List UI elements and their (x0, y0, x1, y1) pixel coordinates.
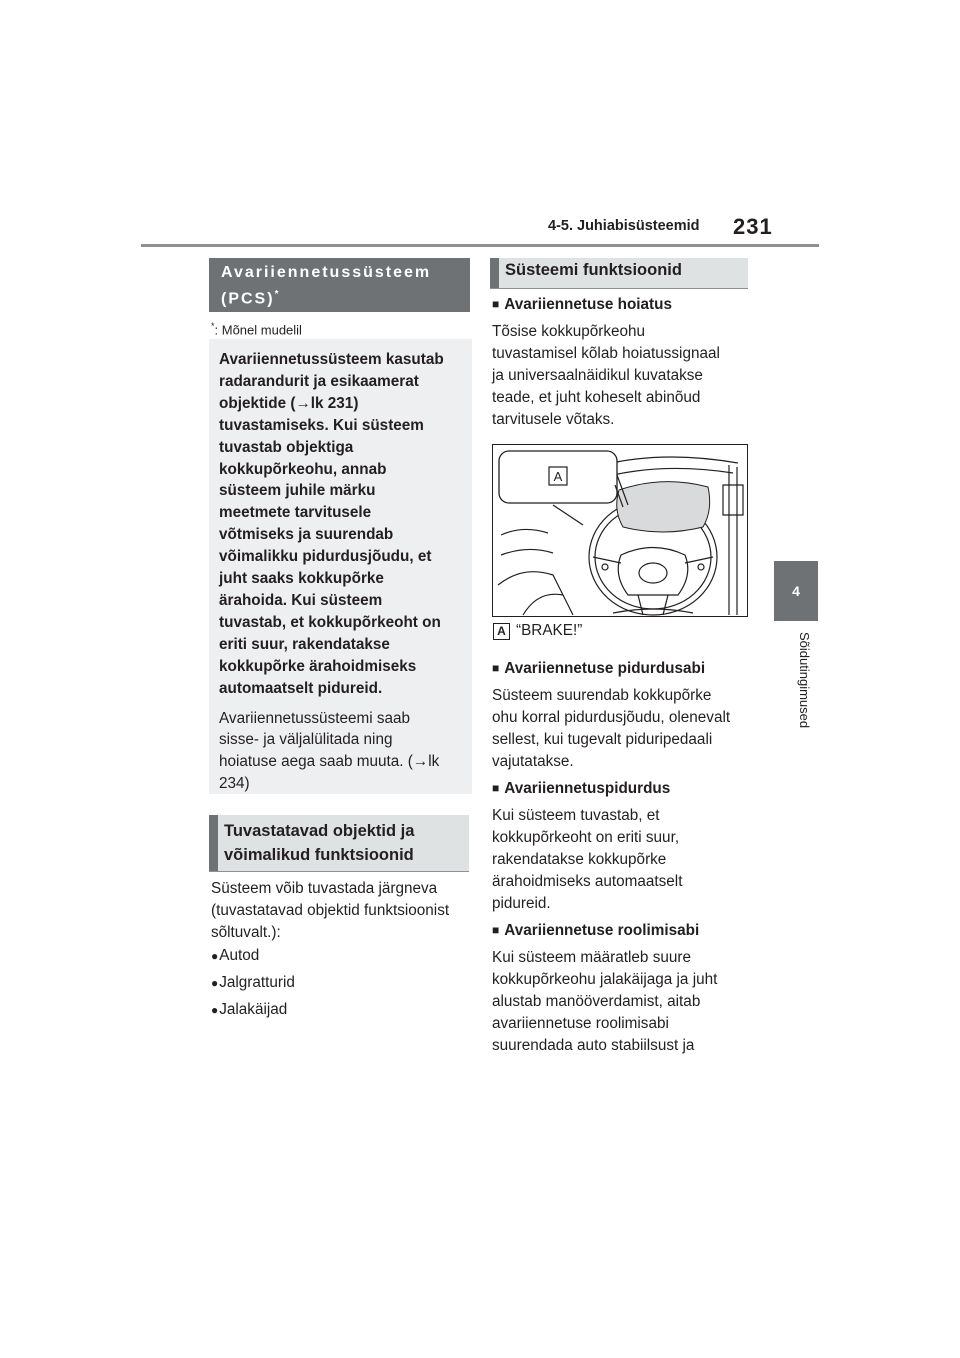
heading-rule (490, 288, 748, 289)
chapter-label: Sõidutingimused (797, 632, 812, 729)
para-line: tarvitusele võtaks. (492, 410, 615, 428)
summary-line: tuvastab objektiga (219, 438, 354, 456)
para-line: suurendada auto stabiilsust ja (492, 1036, 695, 1054)
summary-line: Avariiennetussüsteem kasutab (219, 351, 444, 368)
chapter-tab: 4 (774, 561, 818, 621)
summary-line: sisse- ja väljalülitada ning (219, 731, 393, 749)
summary-line: automaatselt pidureid. (219, 679, 383, 697)
figure-callout-label: A (553, 469, 563, 484)
summary-line: tuvastab, et kokkupõrkeoht on (219, 613, 441, 631)
heading-detectable-objects (209, 815, 469, 871)
subheading-text: Avariiennetuse pidurdusabi (504, 660, 706, 677)
summary-line: eriti suur, rakendatakse (219, 635, 390, 653)
subheading-text: Avariiennetuse roolimisabi (504, 922, 700, 939)
list-item (211, 974, 295, 992)
intro-line: Süsteem võib tuvastada järgneva (211, 880, 438, 897)
intro-line: (tuvastatavad objektid funktsioonist (211, 901, 450, 919)
heading-rule (209, 871, 469, 872)
para-line: tuvastamisel kõlab hoiatussignaal (492, 344, 720, 362)
page-number: 231 (733, 214, 773, 239)
para-line: Kui süsteem määratleb suure (492, 949, 691, 966)
summary-line: kokkupõrkeohu, annab (219, 460, 387, 478)
section-label: 4-5. Juhiabisüsteemid (548, 218, 700, 234)
summary-line: võimalikku pidurdusjõudu, et (219, 548, 432, 566)
subheading-text: Avariiennetuse hoiatus (504, 296, 672, 313)
summary-line: tuvastamiseks. Kui süsteem (219, 416, 424, 434)
braking-paragraph (492, 805, 682, 915)
steering-wheel-illustration (493, 445, 748, 617)
steering-assist-paragraph (492, 947, 717, 1057)
square-bullet-icon: ■ (492, 781, 500, 795)
subheading-warning (492, 296, 672, 314)
para-line: Süsteem suurendab kokkupõrke (492, 687, 712, 704)
list-item (211, 947, 259, 965)
intro-line: sõltuvalt.): (211, 923, 281, 941)
summary-line: radarandurit ja esikaamerat (219, 372, 419, 390)
summary-line: 234) (219, 775, 250, 793)
title-line-1: Avariiennetussüsteem (221, 264, 432, 281)
bullet-icon: ● (211, 1003, 219, 1017)
header-rule (141, 244, 819, 247)
subheading-text: Avariiennetuspidurdus (504, 780, 671, 797)
subheading-brake-assist (492, 660, 705, 678)
summary-line: juht saaks kokkupõrke (219, 570, 384, 588)
brake-assist-paragraph (492, 685, 730, 773)
bullet-icon: ● (211, 976, 219, 990)
list-item (211, 1001, 287, 1019)
para-line: rakendatakse kokkupõrke (492, 850, 667, 868)
summary-line: võtmiseks ja suurendab (219, 526, 394, 544)
summary-line: Avariiennetussüsteemi saab (219, 709, 411, 727)
heading-system-functions: Süsteemi funktsioonid (490, 258, 748, 288)
heading-line: võimalikud funktsioonid (224, 846, 414, 864)
square-bullet-icon: ■ (492, 661, 500, 675)
para-line: ärahoidmiseks automaatselt (492, 872, 683, 890)
list-item-label: Jalakäijad (219, 1001, 288, 1018)
summary-bold-text (219, 349, 462, 700)
para-line: avariiennetuse roolimisabi (492, 1014, 669, 1032)
para-line: sellest, kui tugevalt piduripedaali (492, 730, 713, 748)
list-item-label: Autod (219, 947, 260, 964)
para-line: alustab manööverdamist, aitab (492, 992, 701, 1010)
summary-line: kokkupõrke ärahoidmiseks (219, 657, 417, 675)
list-item-label: Jalgratturid (219, 974, 295, 991)
square-bullet-icon: ■ (492, 923, 500, 937)
warning-paragraph (492, 321, 720, 431)
footnote-text: : Mõnel mudelil (214, 322, 302, 338)
subheading-braking (492, 780, 670, 798)
title-footnote-mark: * (274, 289, 279, 300)
para-line: kokkupõrkeoht on eriti suur, (492, 828, 680, 846)
para-line: pidureid. (492, 894, 551, 912)
para-line: Kui süsteem tuvastab, et (492, 807, 660, 824)
summary-line: ärahoida. Kui süsteem (219, 591, 383, 609)
footnote (211, 321, 302, 337)
summary-line: objektide (→lk 231) (219, 394, 359, 412)
summary-line: meetmete tarvitusele (219, 504, 372, 522)
page-title (209, 258, 470, 312)
title-line-2 (221, 284, 458, 310)
title-pcs: (PCS) (221, 290, 275, 308)
para-line: Tõsise kokkupõrkeohu (492, 323, 646, 340)
square-bullet-icon: ■ (492, 297, 500, 311)
para-line: ohu korral pidurdusjõudu, olenevalt (492, 708, 731, 726)
footnote-mark: * (211, 321, 215, 331)
bullet-icon: ● (211, 949, 219, 963)
para-line: teade, et juht koheselt abinõud (492, 388, 701, 406)
summary-line: hoiatuse aega saab muuta. (→lk (219, 753, 440, 771)
para-line: vajutatakse. (492, 752, 574, 770)
heading-line: Tuvastatavad objektid ja (224, 822, 415, 840)
callout-label-box: A (493, 623, 510, 640)
para-line: ja universaalnäidikul kuvatakse (492, 366, 703, 384)
subheading-steering-assist (492, 922, 699, 940)
callout-text: “BRAKE!” (516, 622, 583, 639)
summary-line: süsteem juhile märku (219, 482, 376, 500)
intro-paragraph (211, 878, 449, 944)
summary-normal-text (219, 708, 462, 796)
dashboard-illustration (492, 444, 748, 617)
para-line: kokkupõrkeohu jalakäijaga ja juht (492, 970, 718, 988)
summary-box (209, 339, 472, 794)
